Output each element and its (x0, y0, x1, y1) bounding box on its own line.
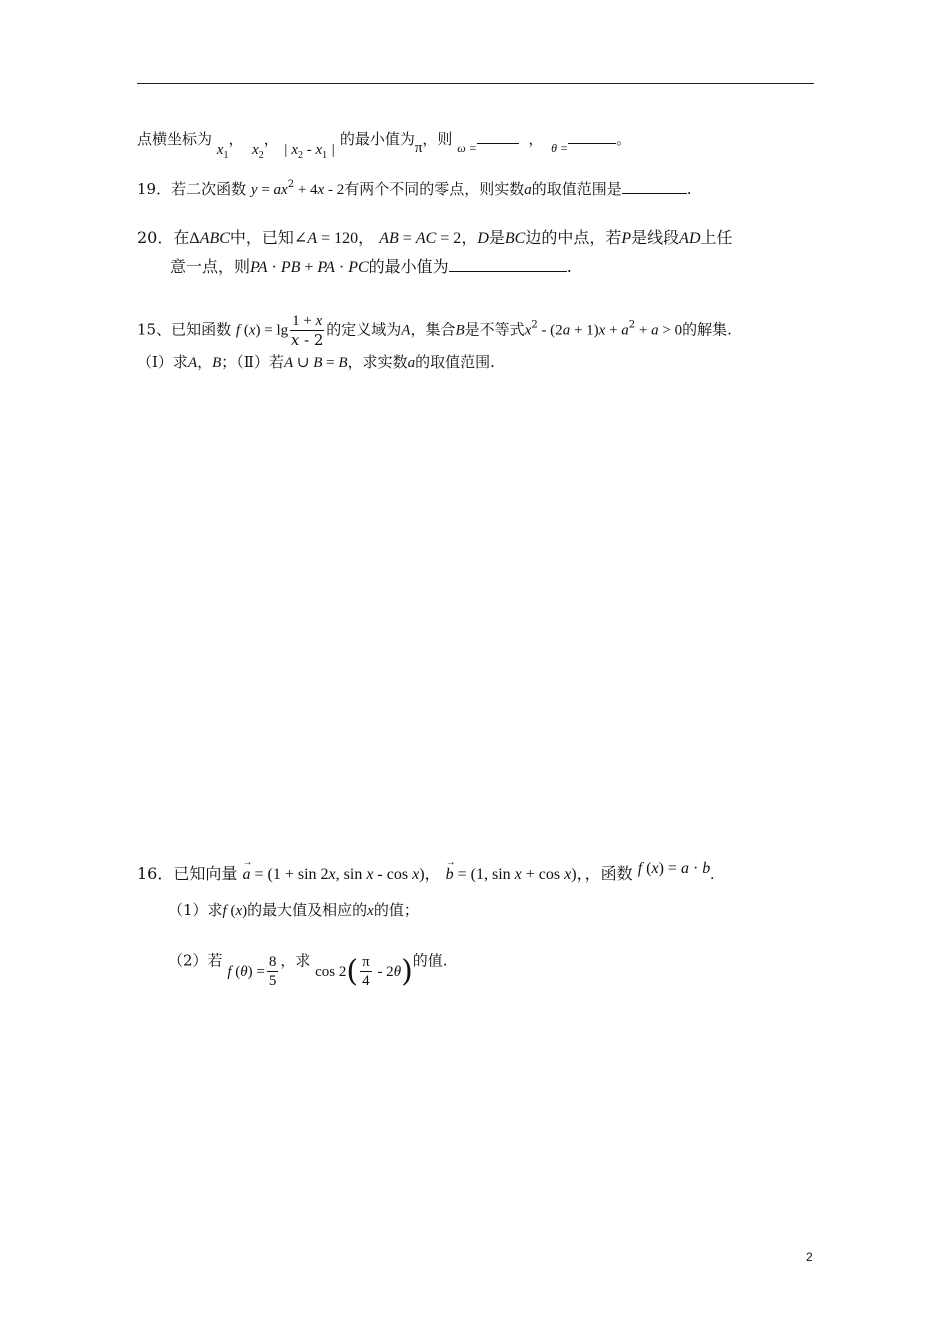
math: $x_1$ (216, 142, 229, 161)
text: 。 (616, 130, 632, 148)
text: （1）求 (168, 901, 223, 919)
text: ，集合 (410, 320, 456, 339)
text: 意一点，则 (170, 257, 251, 276)
text: 中，已知 (229, 228, 294, 247)
answer-blank[interactable] (477, 128, 519, 144)
text: 在 (173, 228, 190, 247)
text: ，求实数 (347, 353, 408, 371)
text: 是线段 (631, 228, 680, 247)
text: ；（Ⅱ）若 (221, 353, 284, 371)
answer-blank[interactable] (449, 256, 567, 272)
math: $x_2$ (248, 142, 264, 161)
question-continuation: 点横坐标为 $x_1$， $x_2$， | $x_2 - x_1$ | 的最小值为π，则 $_{\omega =}$ ， $_{\theta =}$ 。 (137, 130, 632, 161)
fraction: $\frac{\pi}{4}$ (362, 954, 370, 989)
answer-blank[interactable] (568, 128, 616, 144)
text: 已知函数 (171, 320, 232, 339)
text: 边的中点，若 (525, 228, 622, 247)
text: ，则 (422, 130, 453, 148)
text: 若二次函数 (171, 180, 247, 198)
text: 的最大值及相应的 (247, 901, 368, 919)
text: 已知向量 (173, 864, 238, 883)
page-number: 2 (806, 1250, 813, 1264)
text: 上任 (700, 228, 733, 247)
text: 的定义域为 (326, 320, 402, 339)
text: 的解集. (682, 320, 732, 339)
text: ，函数 (584, 864, 633, 883)
question-16-part1: （1）求f (x)的最大值及相应的x的值； (168, 901, 419, 919)
question-20: 20．在ΔABC中，已知∠A = 120， AB = AC = 2，D是BC边的中点，若P是线段AD上任 (137, 228, 733, 247)
text: 是 (488, 228, 505, 247)
fraction: $\frac{8}{5}$ (268, 954, 277, 989)
math: | $x_2 - x_1$ | (283, 142, 336, 161)
text: 的值. (412, 951, 448, 970)
text: ，求 (280, 951, 311, 970)
text: 的取值范围是 (531, 180, 622, 198)
question-19: 19．若二次函数 $y = ax^2 + 4x - 2$有两个不同的零点，则实数a的取值范围是 . (137, 179, 692, 198)
text: 的值； (373, 901, 419, 919)
text: 的取值范围. (415, 353, 495, 371)
text: 点横坐标为 (137, 130, 213, 148)
text: （2）若 (168, 951, 223, 970)
text: 的最小值为 (339, 130, 415, 148)
question-15: 15、已知函数 f (x) = lg $\frac{1 + x}{x - 2}$ 的定义域为A，集合B是不等式$x^2 - (2a + 1)x + a^2 + a > 0$的解集. (137, 313, 732, 349)
fraction: $\frac{1 + x}{x - 2}$ (290, 313, 324, 349)
text: 是不等式 (464, 320, 525, 339)
question-15-parts: （Ⅰ）求A，B；（Ⅱ）若A ∪ B = B，求实数a的取值范围. (137, 353, 495, 371)
question-number: 19． (137, 180, 172, 198)
text: 有两个不同的零点，则实数 (344, 180, 525, 198)
question-16: 16．已知向量 → a = (1 + sin 2x, sin x - cos x)， → b = (1, sin x + cos x)，，函数 f (x) = a · b. (137, 864, 714, 885)
text: （Ⅰ）求 (137, 353, 188, 371)
question-number: 16． (137, 864, 174, 883)
question-16-part2: （2）若 f (θ) = $\frac{8}{5}$ ，求 cos 2( $\frac{\pi}{4}$ - 2θ)的值. (168, 951, 448, 989)
question-number: 15、 (137, 320, 172, 339)
text: 的最小值为 (368, 257, 449, 276)
question-20-line2: 意一点，则PA · PB + PA · PC的最小值为 . (170, 257, 572, 276)
question-number: 20． (137, 228, 174, 247)
text: ， (358, 228, 375, 247)
answer-blank[interactable] (622, 178, 687, 194)
text: ， (461, 228, 478, 247)
header-rule (137, 83, 814, 84)
math: y (250, 182, 258, 198)
